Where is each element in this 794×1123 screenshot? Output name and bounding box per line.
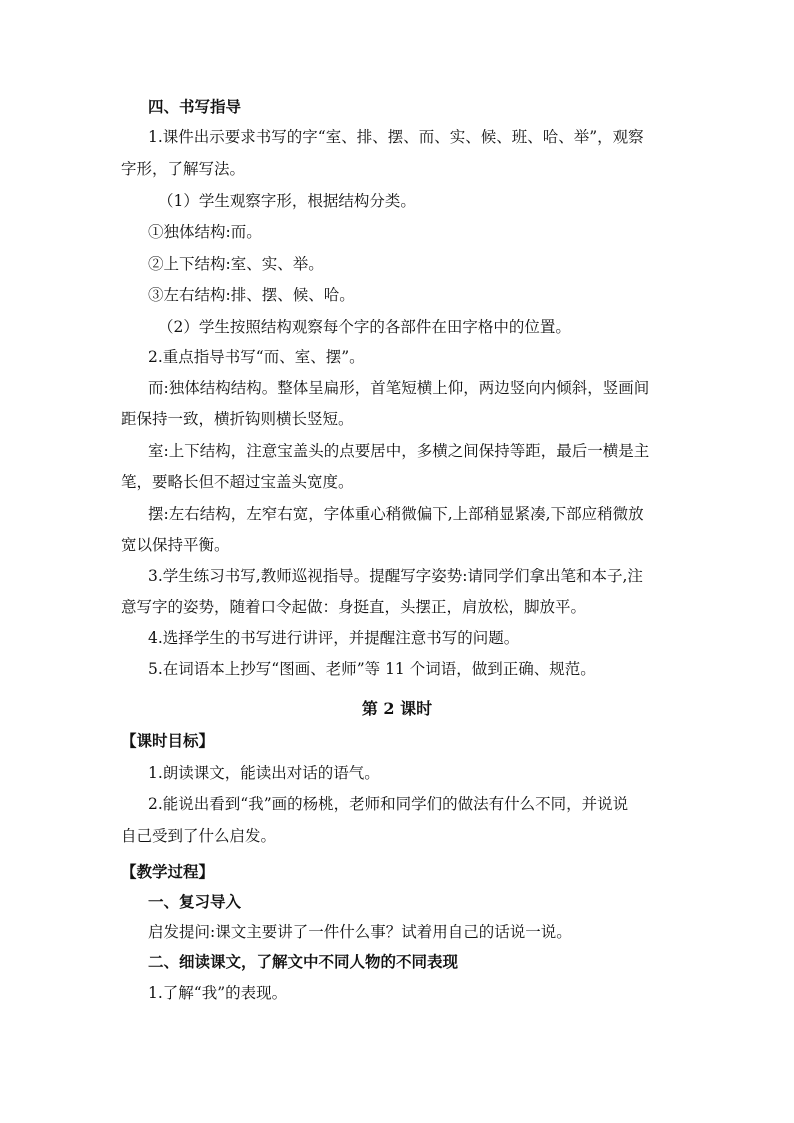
step-1-line-1: 1.课件出示要求书写的字“室、排、摆、而、实、候、班、哈、举”，观察 bbox=[148, 128, 644, 146]
char-bai-line-1: 摆:左右结构，左窄右宽，字体重心稍微偏下,上部稍显紧凑,下部应稍微放 bbox=[148, 505, 644, 523]
section-heading-writing-guide: 四、书写指导 bbox=[148, 97, 242, 116]
part-1-text: 启发提问:课文主要讲了一件什么事？试着用自己的话说一说。 bbox=[148, 923, 572, 941]
structure-single: ①独体结构:而。 bbox=[148, 223, 262, 241]
char-shi-line-1: 室:上下结构，注意宝盖头的点要居中，多横之间保持等距，最后一横是主 bbox=[148, 442, 650, 460]
step-3-line-1: 3.学生练习书写,教师巡视指导。提醒写字姿势:请同学们拿出笔和本子,注 bbox=[148, 567, 643, 585]
char-bai-line-2: 宽以保持平衡。 bbox=[121, 536, 230, 554]
step-1-line-2: 字形，了解写法。 bbox=[121, 160, 246, 178]
char-er-line-1: 而:独体结构结构。整体呈扁形，首笔短横上仰，两边竖向内倾斜，竖画间 bbox=[148, 379, 650, 397]
goal-2-line-1: 2.能说出看到“我”画的杨桃，老师和同学们的做法有什么不同，并说说 bbox=[148, 795, 629, 813]
structure-top-bottom: ②上下结构:室、实、举。 bbox=[148, 255, 324, 273]
char-er-line-2: 距保持一致，横折钩则横长竖短。 bbox=[121, 410, 354, 428]
sub-step-1: （1）学生观察字形，根据结构分类。 bbox=[158, 192, 416, 210]
structure-left-right: ③左右结构:排、摆、候、哈。 bbox=[148, 286, 355, 304]
char-shi-line-2: 笔，要略长但不超过宝盖头宽度。 bbox=[121, 473, 354, 491]
part-2-item-1: 1.了解“我”的表现。 bbox=[148, 984, 288, 1002]
goal-2-line-2: 自己受到了什么启发。 bbox=[121, 827, 277, 845]
step-2: 2.重点指导书写“而、室、摆”。 bbox=[148, 348, 365, 366]
step-4: 4.选择学生的书写进行讲评，并提醒注意书写的问题。 bbox=[148, 629, 520, 647]
step-5: 5.在词语本上抄写“图画、老师”等 11 个词语，做到正确、规范。 bbox=[148, 660, 596, 678]
lesson-goals-heading: 【课时目标】 bbox=[121, 731, 215, 750]
part-2-heading: 二、细读课文，了解文中不同人物的不同表现 bbox=[148, 952, 459, 971]
sub-step-2: （2）学生按照结构观察每个字的各部件在田字格中的位置。 bbox=[158, 318, 571, 336]
goal-1: 1.朗读课文，能读出对话的语气。 bbox=[148, 764, 380, 782]
lesson-title: 第 2 课时 bbox=[361, 699, 433, 718]
part-1-heading: 一、复习导入 bbox=[148, 892, 242, 911]
step-3-line-2: 意写字的姿势，随着口令起做：身挺直，头摆正，肩放松，脚放平。 bbox=[121, 598, 587, 616]
teaching-process-heading: 【教学过程】 bbox=[121, 862, 215, 881]
